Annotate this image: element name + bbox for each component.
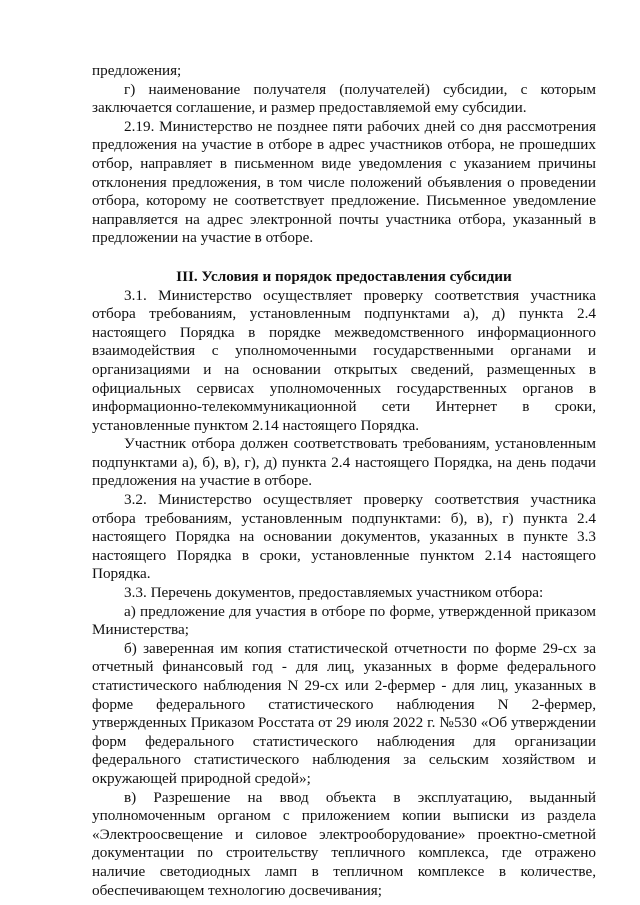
paragraph-participant-requirements: Участник отбора должен соответствовать требованиям, установленным подпунктами а), б), в), г), д) пункта 2.4 настоящего Порядка, на день подачи предложения на участие в отборе. — [92, 435, 596, 490]
list-item-v: в) Разрешение на ввод объекта в эксплуатацию, выданный уполномоченным органом с приложением копии выписки из раздела «Электроосвещение и силовое электрооборудование» проектно-сметной документации по строительству тепличного комплекса, где отражено наличие светодиодных ламп в тепличном комплексе в количестве, обеспечивающем технологию досвечивания; — [92, 788, 596, 899]
document-text — [92, 62, 596, 900]
spacer — [92, 248, 596, 268]
paragraph-subitem-g: г) наименование получателя (получателей) субсидии, с которым заключается соглашение, и размер предоставляемой ему субсидии. — [92, 80, 596, 117]
paragraph-3-1: 3.1. Министерство осуществляет проверку соответствия участника отбора требованиям, установленным подпунктами а), д) пункта 2.4 настоящего Порядка в порядке межведомственного информационного взаимодействия с уполномоченными государственными органами и организациями и на основании открытых сведений, размещенных в официальных сервисах уполномоченных государственных органов в информационно-телекоммуникационной сети Интернет в сроки, установленные пунктом 2.14 настоящего Порядка. — [92, 286, 596, 434]
paragraph-3-3: 3.3. Перечень документов, предоставляемых участником отбора: — [124, 584, 544, 602]
section-heading: III. Условия и порядок предоставления субсидии — [176, 267, 512, 285]
paragraph-3-2: 3.2. Министерство осуществляет проверку соответствия участника отбора требованиям, установленным подпунктами: б), в), г) пункта 2.4 настоящего Порядка на основании документов, указанных в пункте 3.3 настоящего Порядка в сроки, установленные пунктом 2.14 настоящего Порядка. — [92, 491, 596, 583]
list-item-a: а) предложение для участия в отборе по форме, утвержденной приказом Министерства; — [92, 602, 596, 639]
paragraph-continuation: предложения; — [92, 62, 182, 79]
list-item-b: б) заверенная им копия статистической отчетности по форме 29-сх за отчетный финансовый год - для лиц, указанных в форме федерального статистического наблюдения N 29-сх или 2-фермер - для лиц, указанных в форме федерального статистического наблюдения N 2-фермер, утвержденных Приказом Росстата от 29 июля 2022 г. №530 «Об утверждении форм федерального статистического наблюдения для организации федерального статистического наблюдения за сельским хозяйством и окружающей природной средой»; — [92, 639, 596, 787]
paragraph-2-19: 2.19. Министерство не позднее пяти рабочих дней со дня рассмотрения предложения на участие в отборе в адрес участников отбора, не прошедших отбор, направляет в письменном виде уведомления с указанием причины отклонения предложения, в том числе положений объявления о проведении отбора, которому не соответствует предложение. Письменное уведомление направляется на адрес электронной почты участника отбора, указанный в предложении на участие в отборе. — [92, 117, 596, 247]
